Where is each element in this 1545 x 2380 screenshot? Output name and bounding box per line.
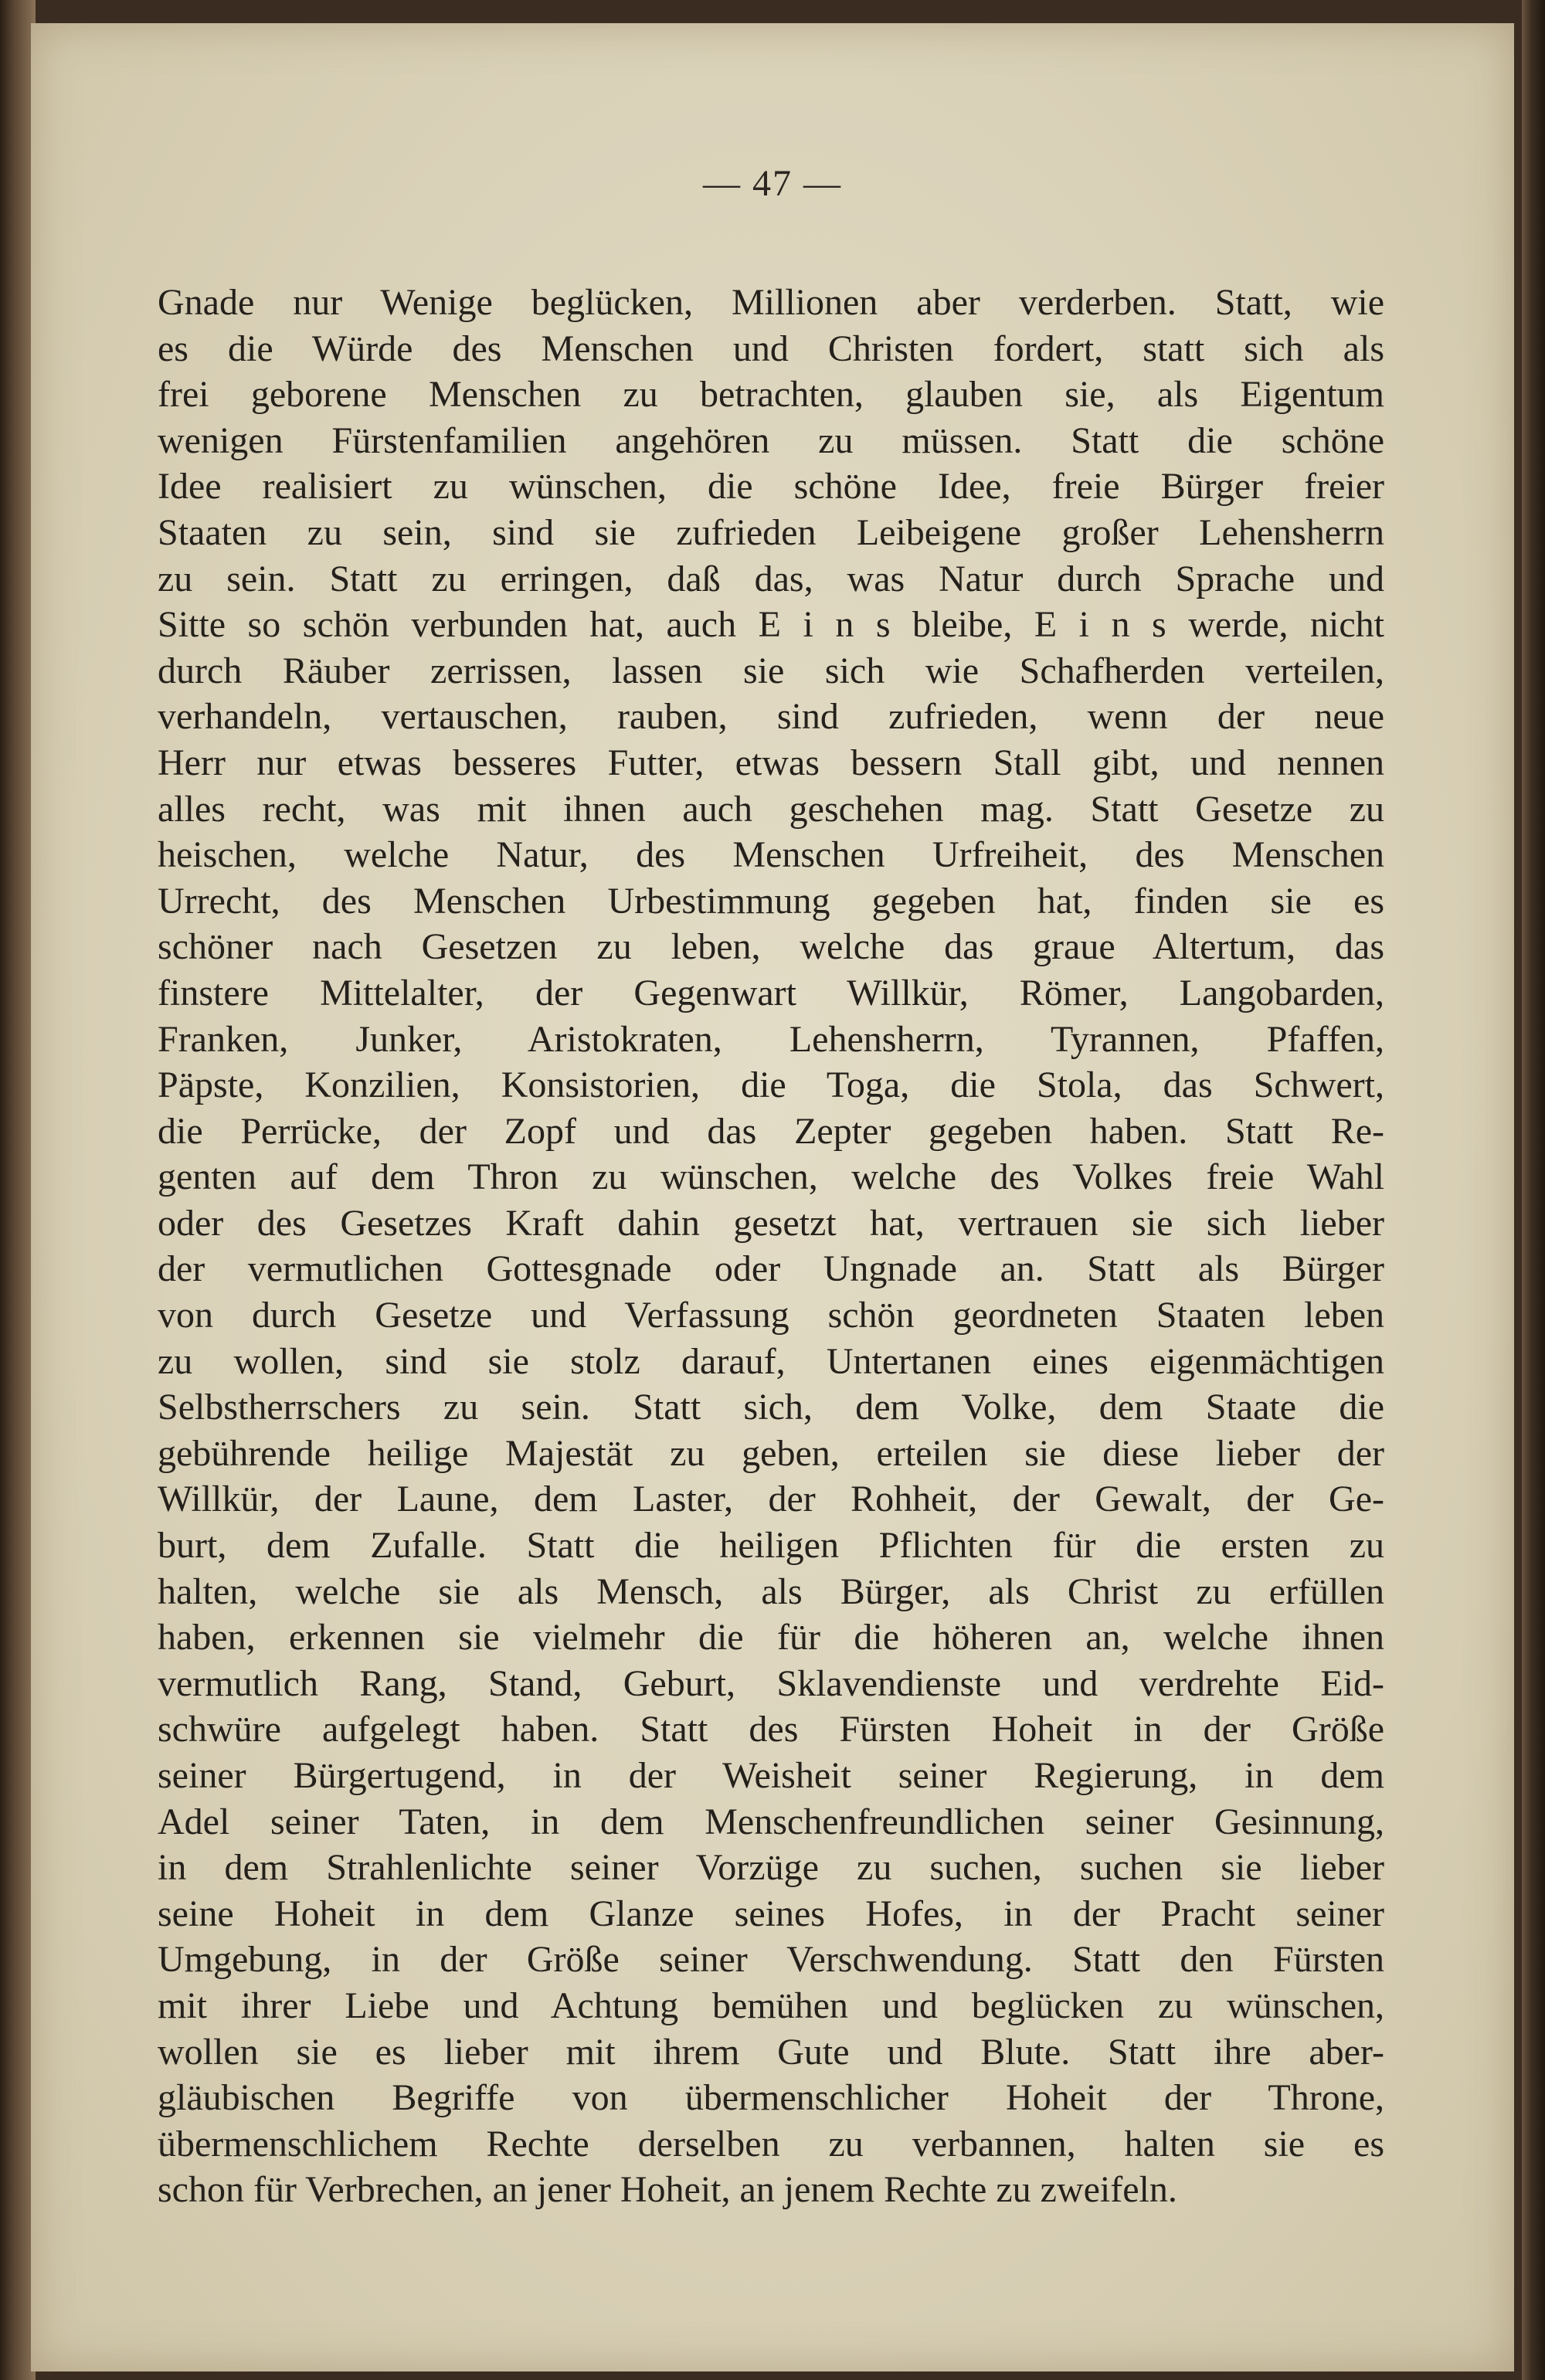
book-binding-right: [1522, 0, 1545, 2380]
text-line: wenigen Fürstenfamilien angehören zu müssen. Statt die schöne: [158, 419, 1384, 461]
text-line: Umgebung, in der Größe seiner Verschwendung. Statt den Fürsten: [158, 1939, 1384, 1981]
text-line: zu wollen, sind sie stolz darauf, Untertanen eines eigenmächtigen: [158, 1340, 1384, 1382]
text-line: haben, erkennen sie vielmehr die für die höheren an, welche ihnen: [158, 1617, 1384, 1659]
text-line: finstere Mittelalter, der Gegenwart Willkür, Römer, Langobarden,: [158, 972, 1384, 1013]
text-line: Herr nur etwas besseres Futter, etwas bessern Stall gibt, und nennen: [158, 742, 1384, 783]
text-line: heischen, welche Natur, des Menschen Urfreiheit, des Menschen: [158, 834, 1384, 876]
text-line: halten, welche sie als Mensch, als Bürger, als Christ zu erfüllen: [158, 1570, 1384, 1612]
page-number: — 47 —: [703, 163, 842, 204]
text-line: burt, dem Zufalle. Statt die heiligen Pflichten für die ersten zu: [158, 1525, 1384, 1567]
text-line: die Perrücke, der Zopf und das Zepter gegeben haben. Statt Re-: [158, 1110, 1384, 1152]
text-line: Adel seiner Taten, in dem Menschenfreundlichen seiner Gesinnung,: [158, 1801, 1384, 1842]
text-line: Gnade nur Wenige beglücken, Millionen aber verderben. Statt, wie: [158, 282, 1384, 323]
text-line: seine Hoheit in dem Glanze seines Hofes, in der Pracht seiner: [158, 1893, 1384, 1934]
text-line: wollen sie es lieber mit ihrem Gute und Blute. Statt ihre aber-: [158, 2031, 1384, 2073]
text-line: vermutlich Rang, Stand, Geburt, Sklavendienste und verdrehte Eid-: [158, 1662, 1384, 1704]
book-page: [31, 23, 1514, 2372]
text-line: zu sein. Statt zu erringen, daß das, was Natur durch Sprache und: [158, 558, 1384, 599]
text-line: Urrecht, des Menschen Urbestimmung gegeben hat, finden sie es: [158, 880, 1384, 922]
text-line: frei geborene Menschen zu betrachten, glauben sie, als Eigentum: [158, 374, 1384, 416]
text-line: mit ihrer Liebe und Achtung bemühen und beglücken zu wünschen,: [158, 1984, 1384, 2026]
text-line: gläubischen Begriffe von übermenschlicher Hoheit der Throne,: [158, 2077, 1384, 2119]
text-line: in dem Strahlenlichte seiner Vorzüge zu suchen, suchen sie lieber: [158, 1847, 1384, 1889]
body-text: [158, 280, 1384, 2213]
text-line: durch Räuber zerrissen, lassen sie sich wie Schafherden verteilen,: [158, 650, 1384, 691]
text-line: gebührende heilige Majestät zu geben, erteilen sie diese lieber der: [158, 1432, 1384, 1474]
text-line: seiner Bürgertugend, in der Weisheit seiner Regierung, in dem: [158, 1755, 1384, 1796]
text-line: oder des Gesetzes Kraft dahin gesetzt hat, vertrauen sie sich lieber: [158, 1202, 1384, 1244]
text-line: Franken, Junker, Aristokraten, Lehensherrn, Tyrannen, Pfaffen,: [158, 1018, 1384, 1060]
text-line: Päpste, Konzilien, Konsistorien, die Toga, die Stola, das Schwert,: [158, 1064, 1384, 1106]
text-line: Idee realisiert zu wünschen, die schöne Idee, freie Bürger freier: [158, 466, 1384, 508]
text-line: Sitte so schön verbunden hat, auch E i n s bleibe, E i n s werde, nicht: [158, 604, 1384, 646]
text-line: von durch Gesetze und Verfassung schön geordneten Staaten leben: [158, 1295, 1384, 1336]
text-line: Selbstherrschers zu sein. Statt sich, dem Volke, dem Staate die: [158, 1387, 1384, 1428]
text-line: der vermutlichen Gottesgnade oder Ungnade an. Statt als Bürger: [158, 1248, 1384, 1290]
text-line: schon für Verbrechen, an jener Hoheit, an jenem Rechte zu zweifeln.: [158, 2169, 1177, 2211]
text-line: verhandeln, vertauschen, rauben, sind zufrieden, wenn der neue: [158, 696, 1384, 738]
text-line: alles recht, was mit ihnen auch geschehen mag. Statt Gesetze zu: [158, 788, 1384, 830]
text-line: Willkür, der Laune, dem Laster, der Rohheit, der Gewalt, der Ge-: [158, 1479, 1384, 1520]
text-line: schwüre aufgelegt haben. Statt des Fürsten Hoheit in der Größe: [158, 1709, 1384, 1750]
text-line: genten auf dem Thron zu wünschen, welche des Volkes freie Wahl: [158, 1156, 1384, 1198]
text-line: Staaten zu sein, sind sie zufrieden Leibeigene großer Lehensherrn: [158, 511, 1384, 553]
text-line: übermenschlichem Rechte derselben zu verbannen, halten sie es: [158, 2123, 1384, 2164]
text-line: schöner nach Gesetzen zu leben, welche das graue Altertum, das: [158, 926, 1384, 968]
text-line: es die Würde des Menschen und Christen fordert, statt sich als: [158, 328, 1384, 369]
